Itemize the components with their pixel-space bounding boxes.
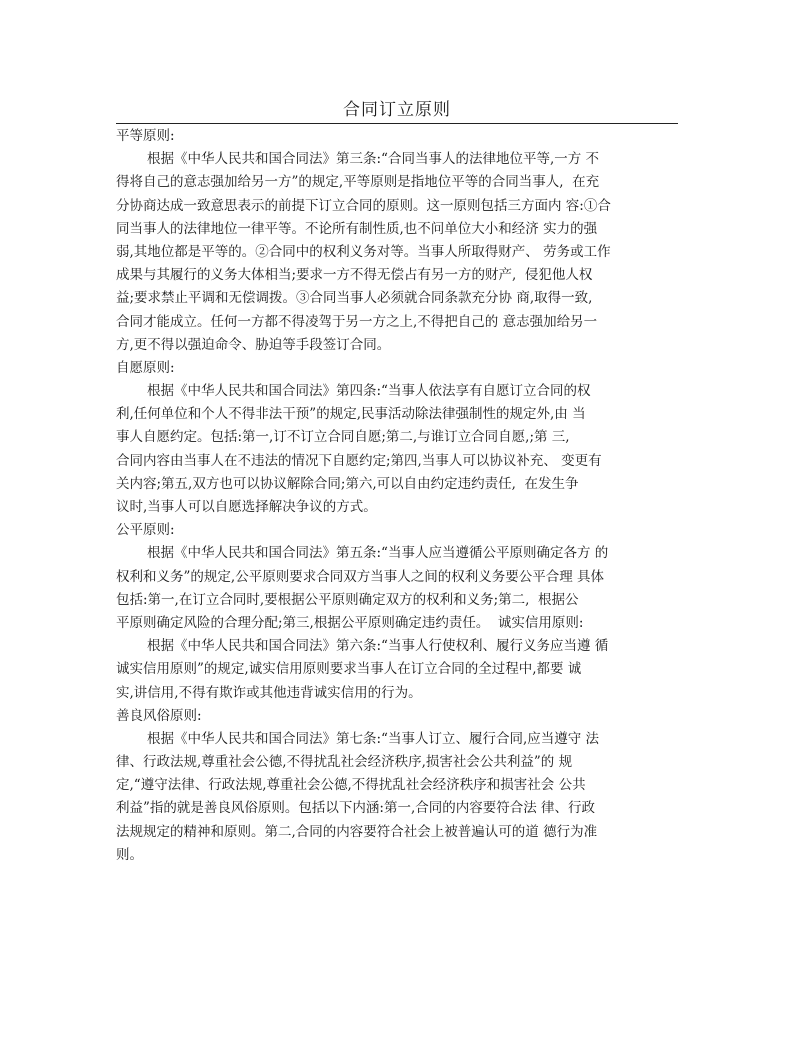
text-line: 弱,其地位都是平等的。②合同中的权利义务对等。当事人所取得财产、 劳务或工作 (116, 243, 611, 260)
text-line: 利,任何单位和个人不得非法干预”的规定,民事活动除法律强制性的规定外,由 当 (116, 406, 586, 423)
text-line: 根据《中华人民共和国合同法》第五条:“当事人应当遵循公平原则确定各方 的 (147, 545, 609, 562)
text-line: 同当事人的法律地位一律平等。不论所有制性质,也不问单位大小和经济 实力的强 (116, 220, 598, 237)
text-line: 得将自己的意志强加给另一方”的规定,平等原则是指地位平等的合同当事人, 在充 (116, 174, 600, 191)
text-line: 自愿原则: (116, 359, 175, 376)
text-line: 实,讲信用,不得有欺诈或其他违背诚实信用的行为。 (116, 684, 422, 701)
text-line: 利益”指的就是善良风俗原则。包括以下内涵:第一,合同的内容要符合法 律、行政 (116, 800, 596, 817)
text-line: 包括:第一,在订立合同时,要根据公平原则确定双方的权利和义务;第二, 根据公 (116, 591, 579, 608)
text-line: 善良风俗原则: (116, 707, 202, 724)
title-underline (116, 123, 678, 124)
text-line: 根据《中华人民共和国合同法》第七条:“当事人订立、履行合同,应当遵守 法 (147, 730, 600, 747)
text-line: 则。 (116, 846, 143, 863)
text-line: 益;要求禁止平调和无偿调拨。③合同当事人必须就合同条款充分协 商,取得一致, (116, 290, 593, 307)
text-line: 法规规定的精神和原则。第二,合同的内容要符合社会上被普遍认可的道 德行为准 (116, 823, 598, 840)
text-line: 议时,当事人可以自愿选择解决争议的方式。 (116, 499, 377, 515)
text-line: 权利和义务”的规定,公平原则要求合同双方当事人之间的权利义务要公平合理 具体 (116, 568, 604, 585)
text-line: 平原则确定风险的合理分配;第三,根据公平原则确定违约责任。 诚实信用原则: (116, 614, 584, 631)
document-body (116, 125, 656, 867)
text-line: 合同内容由当事人在不违法的情况下自愿约定;第四,当事人可以协议补充、 变更有 (116, 452, 602, 469)
text-line: 事人自愿约定。包括:第一,订不订立合同自愿;第二,与谁订立合同自愿,;第 三, (116, 429, 570, 446)
text-line: 平等原则: (116, 128, 175, 144)
text-line: 诚实信用原则”的规定,诚实信用原则要求当事人在订立合同的全过程中,都要 诚 (116, 661, 582, 678)
text-line: 成果与其履行的义务大体相当;要求一方不得无偿占有另一方的财产, 侵犯他人权 (116, 267, 593, 284)
text-line: 分协商达成一致意思表示的前提下订立合同的原则。这一原则包括三方面内 容:①合 (116, 197, 611, 214)
text-line: 根据《中华人民共和国合同法》第六条:“当事人行使权利、履行义务应当遵 循 (147, 638, 609, 655)
document-title: 合同订立原则 (343, 100, 451, 120)
text-line: 根据《中华人民共和国合同法》第三条:“合同当事人的法律地位平等,一方 不 (147, 151, 600, 168)
text-line: 公平原则: (116, 522, 175, 539)
text-line: 关内容;第五,双方也可以协议解除合同;第六,可以自由约定违约责任, 在发生争 (116, 475, 579, 492)
text-line: 根据《中华人民共和国合同法》第四条:“当事人依法享有自愿订立合同的权 (147, 383, 591, 400)
text-line: 合同才能成立。任何一方都不得凌驾于另一方之上,不得把自己的 意志强加给另一 (116, 313, 598, 330)
text-line: 定,“遵守法律、行政法规,尊重社会公德,不得扰乱社会经济秩序和损害社会 公共 (116, 777, 586, 794)
text-line: 律、行政法规,尊重社会公德,不得扰乱社会经济秩序,损害社会公共利益”的 规 (116, 754, 573, 771)
text-line: 方,更不得以强迫命令、胁迫等手段签订合同。 (116, 336, 391, 353)
